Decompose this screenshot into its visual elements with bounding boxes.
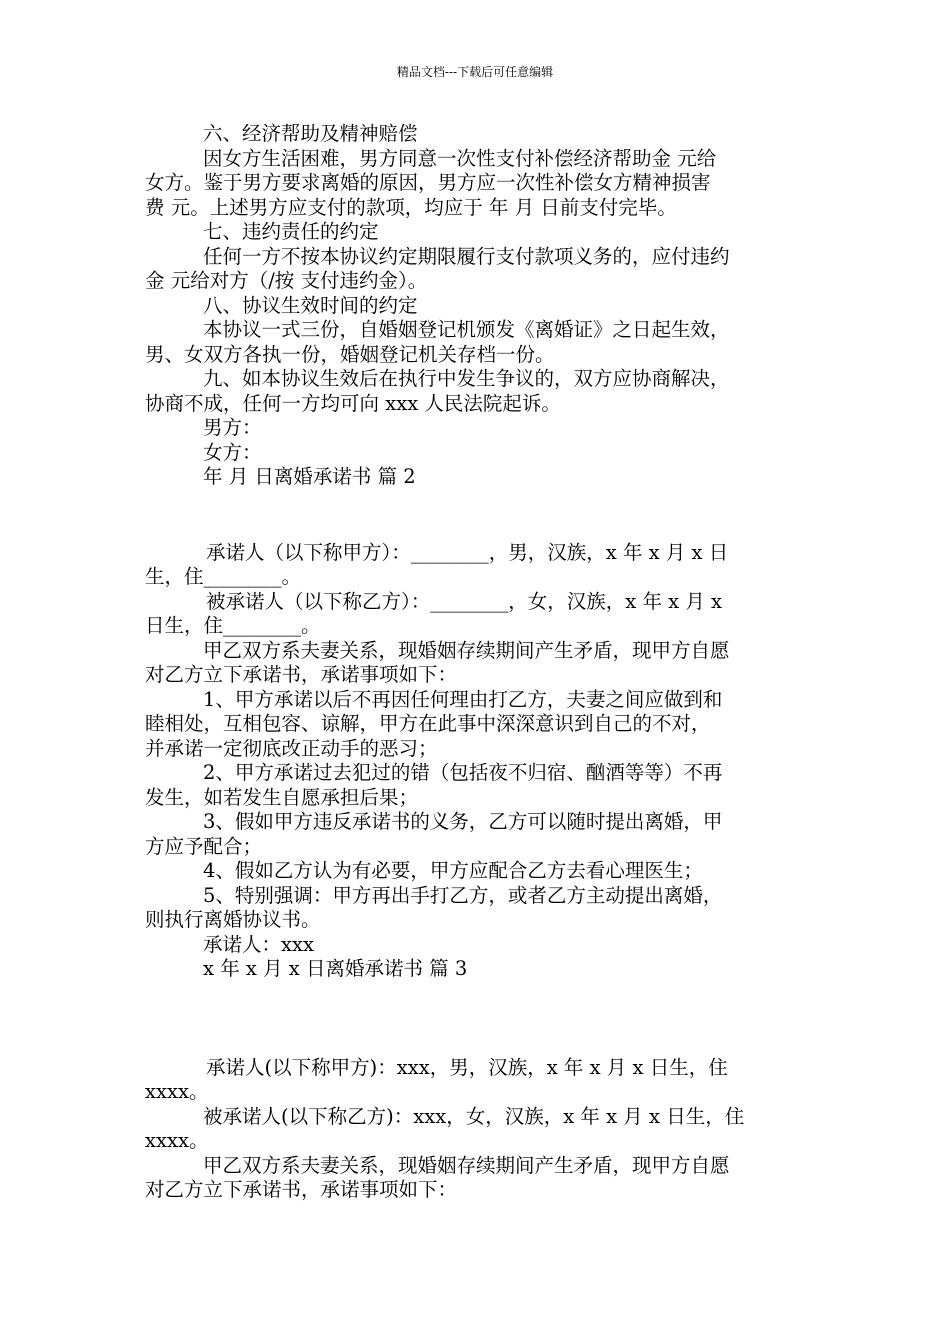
section-heading: 七、违约责任的约定	[203, 220, 379, 243]
section-heading: 八、协议生效时间的约定	[203, 293, 418, 317]
paragraph-line: xxxx。	[145, 1080, 209, 1103]
section-heading: 六、经济帮助及精神赔偿	[203, 122, 418, 145]
paragraph-line: 生，住________。	[145, 565, 302, 588]
document-body	[145, 122, 810, 1203]
document-title: 年 月 日离婚承诺书 篇 2	[203, 465, 416, 488]
list-item: 1、甲方承诺以后不再因任何理由打乙方，夫妻之间应做到和	[203, 687, 723, 711]
paragraph-line: 本协议一式三份，自婚姻登记机颁发《离婚证》之日起生效，	[203, 318, 730, 341]
document-title: x 年 x 月 x 日离婚承诺书 篇 3	[203, 957, 468, 980]
paragraph-line: 男、女双方各执一份，婚姻登记机关存档一份。	[145, 342, 555, 366]
paragraph-line: 协商不成，任何一方均可向 xxx 人民法院起诉。	[145, 391, 561, 415]
paragraph-line: 被承诺人(以下称乙方)：xxx，女，汉族，x 年 x 月 x 日生，住	[203, 1104, 745, 1128]
paragraph-line: 因女方生活困难，男方同意一次性支付补偿经济帮助金 元给	[203, 146, 717, 170]
paragraph-line: 金 元给对方（/按 支付违约金）。	[145, 269, 428, 292]
paragraph-line: 对乙方立下承诺书，承诺事项如下：	[145, 663, 458, 686]
paragraph-line: 方应予配合；	[145, 834, 263, 858]
paragraph-line: 女方。鉴于男方要求离婚的原因，男方应一次性补偿女方精神损害	[145, 171, 711, 194]
paragraph-line: 被承诺人（以下称乙方）：________，女，汉族，x 年 x 月 x	[206, 589, 723, 613]
page-header: 精品文档---下载后可任意编辑	[396, 65, 554, 79]
paragraph-line: xxxx。	[145, 1129, 209, 1152]
paragraph-line: 九、如本协议生效后在执行中发生争议的，双方应协商解决，	[203, 367, 730, 390]
paragraph-line: 对乙方立下承诺书，承诺事项如下：	[145, 1178, 458, 1201]
paragraph-line: 睦相处，互相包容、谅解，甲方在此事中深深意识到自己的不对，	[145, 712, 711, 735]
paragraph-line: 任何一方不按本协议约定期限履行支付款项义务的，应付违约	[203, 244, 730, 268]
paragraph-line: 甲乙双方系夫妻关系，现婚姻存续期间产生矛盾，现甲方自愿	[203, 1153, 730, 1177]
signature-line: 承诺人：xxx	[203, 932, 314, 956]
spacer	[145, 982, 810, 1056]
list-item: 5、特别强调：甲方再出手打乙方，或者乙方主动提出离婚，	[203, 883, 723, 907]
paragraph-line: 甲乙双方系夫妻关系，现婚姻存续期间产生矛盾，现甲方自愿	[203, 638, 730, 662]
paragraph-line: 承诺人（以下称甲方）：________，男，汉族，x 年 x 月 x 日	[206, 540, 729, 564]
signature-line-male: 男方：	[203, 416, 262, 439]
list-item: 2、甲方承诺过去犯过的错（包括夜不归宿、酗酒等等）不再	[203, 761, 723, 784]
list-item: 4、假如乙方认为有必要，甲方应配合乙方去看心理医生；	[203, 859, 703, 882]
paragraph-line: 承诺人(以下称甲方)：xxx，男，汉族，x 年 x 月 x 日生，住	[206, 1055, 728, 1079]
spacer	[145, 490, 810, 541]
paragraph-line: 日生，住________。	[145, 614, 321, 637]
paragraph-line: 则执行离婚协议书。	[145, 908, 321, 931]
paragraph-line: 发生，如若发生自愿承担后果；	[145, 785, 419, 809]
paragraph-line: 并承诺一定彻底改正动手的恶习；	[145, 736, 438, 760]
list-item: 3、假如甲方违反承诺书的义务，乙方可以随时提出离婚，甲	[203, 810, 723, 833]
paragraph-line: 费 元。上述男方应支付的款项，均应于 年 月 日前支付完毕。	[145, 195, 677, 219]
signature-line-female: 女方：	[203, 440, 262, 464]
